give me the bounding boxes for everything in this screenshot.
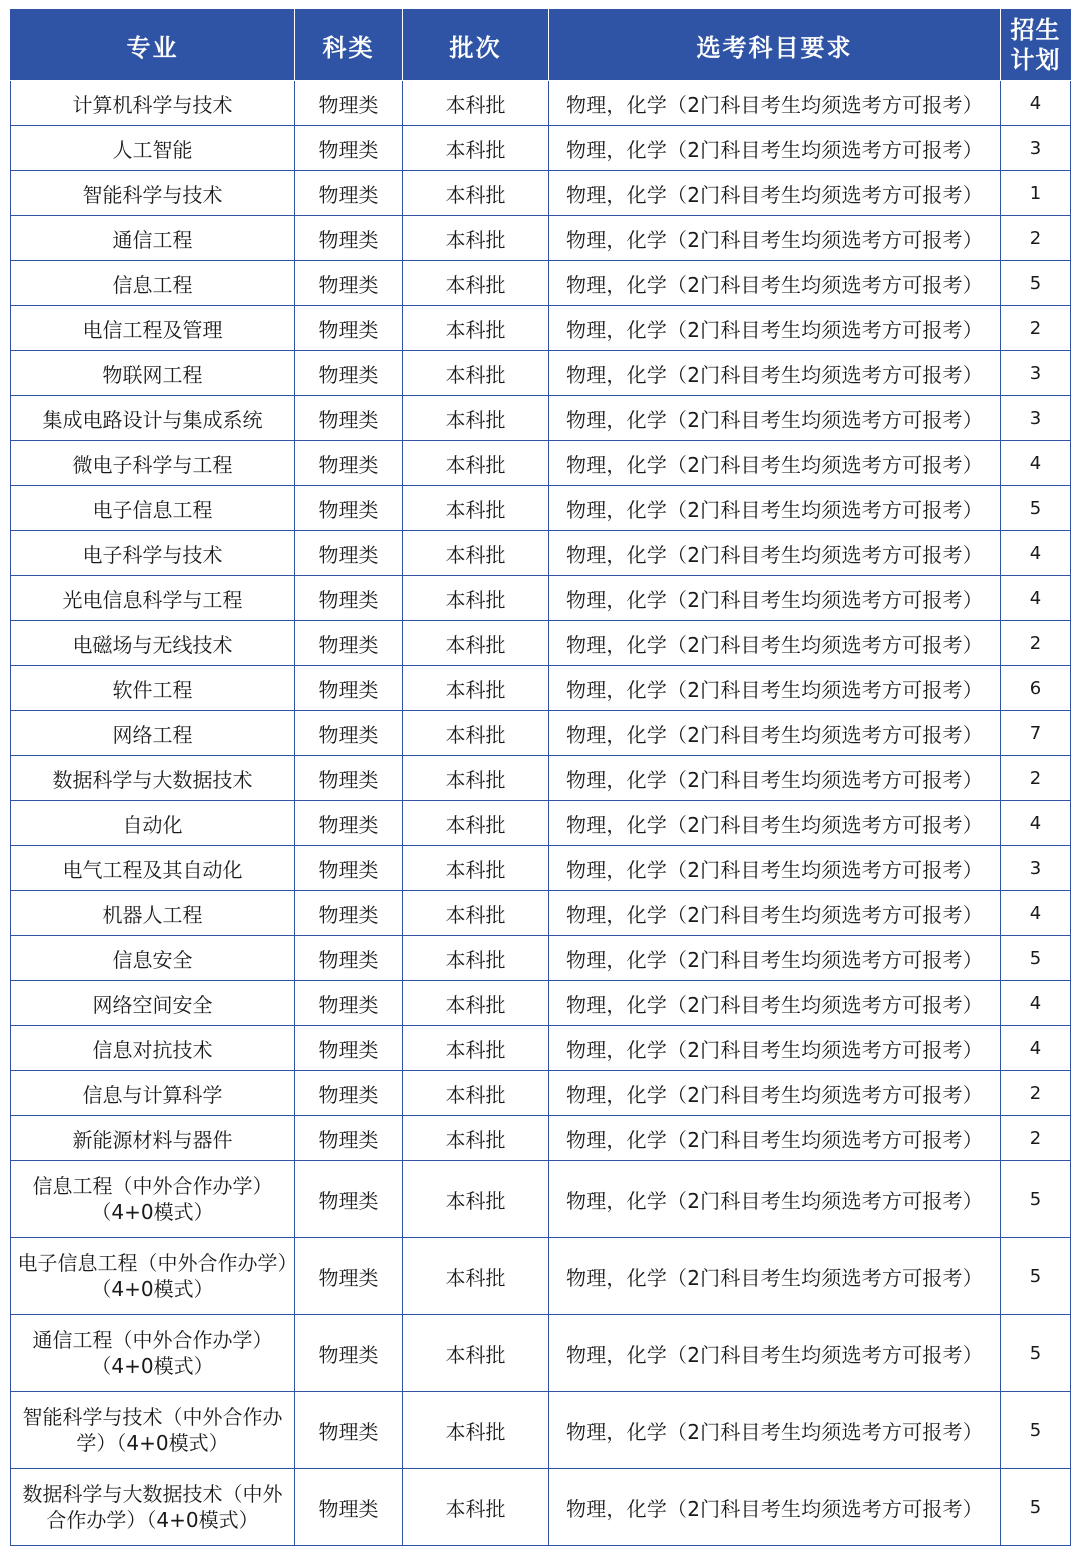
batch-cell: 本科批 (403, 216, 549, 261)
category-cell: 物理类 (295, 486, 403, 531)
header-plan (1001, 10, 1071, 81)
plan-cell: 2 (1001, 216, 1071, 261)
requirement-cell: 物理，化学（2门科目考生均须选考方可报考） (549, 666, 1001, 711)
plan-cell: 5 (1001, 486, 1071, 531)
requirement-cell: 物理，化学（2门科目考生均须选考方可报考） (549, 936, 1001, 981)
header-requirement: 选考科目要求 (549, 10, 1001, 81)
table-row (11, 216, 1071, 261)
category-cell: 物理类 (295, 441, 403, 486)
table-row (11, 711, 1071, 756)
category-cell: 物理类 (295, 306, 403, 351)
table-row (11, 756, 1071, 801)
table-row (11, 171, 1071, 216)
plan-cell: 4 (1001, 1026, 1071, 1071)
batch-cell: 本科批 (403, 936, 549, 981)
plan-cell: 4 (1001, 981, 1071, 1026)
category-cell: 物理类 (295, 396, 403, 441)
table-row (11, 1238, 1071, 1315)
category-cell: 物理类 (295, 621, 403, 666)
batch-cell: 本科批 (403, 621, 549, 666)
major-cell: 信息工程（中外合作办学）（4+0模式） (11, 1161, 295, 1238)
major-cell: 电子信息工程 (11, 486, 295, 531)
batch-cell: 本科批 (403, 666, 549, 711)
major-cell: 物联网工程 (11, 351, 295, 396)
category-cell: 物理类 (295, 216, 403, 261)
table-row (11, 1315, 1071, 1392)
batch-cell: 本科批 (403, 261, 549, 306)
major-cell: 数据科学与大数据技术（中外合作办学）（4+0模式） (11, 1469, 295, 1546)
category-cell: 物理类 (295, 1238, 403, 1315)
category-cell: 物理类 (295, 1071, 403, 1116)
header-batch: 批次 (403, 10, 549, 81)
batch-cell: 本科批 (403, 531, 549, 576)
major-cell: 电子科学与技术 (11, 531, 295, 576)
batch-cell: 本科批 (403, 576, 549, 621)
batch-cell: 本科批 (403, 711, 549, 756)
table-row (11, 1392, 1071, 1469)
category-cell: 物理类 (295, 171, 403, 216)
table-row (11, 1116, 1071, 1161)
requirement-cell: 物理，化学（2门科目考生均须选考方可报考） (549, 1238, 1001, 1315)
major-cell: 电子信息工程（中外合作办学）（4+0模式） (11, 1238, 295, 1315)
batch-cell: 本科批 (403, 1392, 549, 1469)
requirement-cell: 物理，化学（2门科目考生均须选考方可报考） (549, 756, 1001, 801)
batch-cell: 本科批 (403, 756, 549, 801)
category-cell: 物理类 (295, 756, 403, 801)
major-cell: 软件工程 (11, 666, 295, 711)
requirement-cell: 物理，化学（2门科目考生均须选考方可报考） (549, 1392, 1001, 1469)
requirement-cell: 物理，化学（2门科目考生均须选考方可报考） (549, 711, 1001, 756)
category-cell: 物理类 (295, 846, 403, 891)
batch-cell: 本科批 (403, 171, 549, 216)
batch-cell: 本科批 (403, 81, 549, 126)
table-row (11, 846, 1071, 891)
category-cell: 物理类 (295, 1392, 403, 1469)
major-cell: 电磁场与无线技术 (11, 621, 295, 666)
table-row (11, 1071, 1071, 1116)
batch-cell: 本科批 (403, 1026, 549, 1071)
table-row (11, 936, 1071, 981)
table-header-row (11, 10, 1071, 81)
requirement-cell: 物理，化学（2门科目考生均须选考方可报考） (549, 801, 1001, 846)
requirement-cell: 物理，化学（2门科目考生均须选考方可报考） (549, 396, 1001, 441)
category-cell: 物理类 (295, 126, 403, 171)
category-cell: 物理类 (295, 1116, 403, 1161)
plan-cell: 2 (1001, 306, 1071, 351)
requirement-cell: 物理，化学（2门科目考生均须选考方可报考） (549, 576, 1001, 621)
plan-cell: 5 (1001, 1392, 1071, 1469)
table-row (11, 306, 1071, 351)
category-cell: 物理类 (295, 801, 403, 846)
batch-cell: 本科批 (403, 306, 549, 351)
plan-cell: 2 (1001, 1116, 1071, 1161)
batch-cell: 本科批 (403, 846, 549, 891)
plan-cell: 3 (1001, 351, 1071, 396)
admission-plan-table (10, 9, 1071, 1546)
table-row (11, 801, 1071, 846)
major-cell: 通信工程（中外合作办学）（4+0模式） (11, 1315, 295, 1392)
category-cell: 物理类 (295, 891, 403, 936)
table-row (11, 396, 1071, 441)
category-cell: 物理类 (295, 981, 403, 1026)
major-cell: 集成电路设计与集成系统 (11, 396, 295, 441)
requirement-cell: 物理，化学（2门科目考生均须选考方可报考） (549, 351, 1001, 396)
major-cell: 信息对抗技术 (11, 1026, 295, 1071)
major-cell: 数据科学与大数据技术 (11, 756, 295, 801)
batch-cell: 本科批 (403, 801, 549, 846)
requirement-cell: 物理，化学（2门科目考生均须选考方可报考） (549, 81, 1001, 126)
plan-cell: 4 (1001, 576, 1071, 621)
batch-cell: 本科批 (403, 441, 549, 486)
batch-cell: 本科批 (403, 486, 549, 531)
requirement-cell: 物理，化学（2门科目考生均须选考方可报考） (549, 531, 1001, 576)
category-cell: 物理类 (295, 351, 403, 396)
major-cell: 网络工程 (11, 711, 295, 756)
batch-cell: 本科批 (403, 981, 549, 1026)
batch-cell: 本科批 (403, 1469, 549, 1546)
category-cell: 物理类 (295, 1315, 403, 1392)
major-cell: 微电子科学与工程 (11, 441, 295, 486)
requirement-cell: 物理，化学（2门科目考生均须选考方可报考） (549, 1116, 1001, 1161)
requirement-cell: 物理，化学（2门科目考生均须选考方可报考） (549, 171, 1001, 216)
plan-cell: 6 (1001, 666, 1071, 711)
requirement-cell: 物理，化学（2门科目考生均须选考方可报考） (549, 1161, 1001, 1238)
header-plan-line1: 招生 (1010, 16, 1061, 44)
category-cell: 物理类 (295, 531, 403, 576)
table-row (11, 441, 1071, 486)
batch-cell: 本科批 (403, 1071, 549, 1116)
batch-cell: 本科批 (403, 351, 549, 396)
requirement-cell: 物理，化学（2门科目考生均须选考方可报考） (549, 981, 1001, 1026)
major-cell: 自动化 (11, 801, 295, 846)
plan-cell: 5 (1001, 261, 1071, 306)
category-cell: 物理类 (295, 261, 403, 306)
category-cell: 物理类 (295, 711, 403, 756)
table-row (11, 1161, 1071, 1238)
plan-cell: 5 (1001, 1469, 1071, 1546)
category-cell: 物理类 (295, 1161, 403, 1238)
plan-cell: 4 (1001, 441, 1071, 486)
batch-cell: 本科批 (403, 1116, 549, 1161)
requirement-cell: 物理，化学（2门科目考生均须选考方可报考） (549, 1469, 1001, 1546)
major-cell: 信息安全 (11, 936, 295, 981)
major-cell: 通信工程 (11, 216, 295, 261)
table-row (11, 1469, 1071, 1546)
major-cell: 智能科学与技术 (11, 171, 295, 216)
table-row (11, 621, 1071, 666)
major-cell: 信息工程 (11, 261, 295, 306)
major-cell: 人工智能 (11, 126, 295, 171)
plan-cell: 4 (1001, 801, 1071, 846)
table-row (11, 981, 1071, 1026)
batch-cell: 本科批 (403, 396, 549, 441)
plan-cell: 7 (1001, 711, 1071, 756)
requirement-cell: 物理，化学（2门科目考生均须选考方可报考） (549, 441, 1001, 486)
category-cell: 物理类 (295, 936, 403, 981)
major-cell: 智能科学与技术（中外合作办学）（4+0模式） (11, 1392, 295, 1469)
requirement-cell: 物理，化学（2门科目考生均须选考方可报考） (549, 261, 1001, 306)
requirement-cell: 物理，化学（2门科目考生均须选考方可报考） (549, 486, 1001, 531)
header-major: 专业 (11, 10, 295, 81)
batch-cell: 本科批 (403, 1161, 549, 1238)
batch-cell: 本科批 (403, 1238, 549, 1315)
plan-cell: 2 (1001, 621, 1071, 666)
requirement-cell: 物理，化学（2门科目考生均须选考方可报考） (549, 1315, 1001, 1392)
plan-cell: 3 (1001, 396, 1071, 441)
plan-cell: 4 (1001, 81, 1071, 126)
major-cell: 网络空间安全 (11, 981, 295, 1026)
batch-cell: 本科批 (403, 1315, 549, 1392)
header-category: 科类 (295, 10, 403, 81)
table-row (11, 1026, 1071, 1071)
requirement-cell: 物理，化学（2门科目考生均须选考方可报考） (549, 891, 1001, 936)
table-row (11, 891, 1071, 936)
plan-cell: 5 (1001, 1315, 1071, 1392)
table-row (11, 486, 1071, 531)
table-body (11, 81, 1071, 1546)
table-row (11, 351, 1071, 396)
table-row (11, 261, 1071, 306)
plan-cell: 2 (1001, 756, 1071, 801)
plan-cell: 4 (1001, 531, 1071, 576)
plan-cell: 4 (1001, 891, 1071, 936)
major-cell: 电信工程及管理 (11, 306, 295, 351)
table-row (11, 126, 1071, 171)
requirement-cell: 物理，化学（2门科目考生均须选考方可报考） (549, 846, 1001, 891)
category-cell: 物理类 (295, 666, 403, 711)
major-cell: 信息与计算科学 (11, 1071, 295, 1116)
table-row (11, 666, 1071, 711)
plan-cell: 5 (1001, 1161, 1071, 1238)
major-cell: 电气工程及其自动化 (11, 846, 295, 891)
major-cell: 新能源材料与器件 (11, 1116, 295, 1161)
plan-cell: 1 (1001, 171, 1071, 216)
plan-cell: 5 (1001, 936, 1071, 981)
plan-cell: 2 (1001, 1071, 1071, 1116)
table-row (11, 531, 1071, 576)
batch-cell: 本科批 (403, 891, 549, 936)
category-cell: 物理类 (295, 81, 403, 126)
category-cell: 物理类 (295, 576, 403, 621)
requirement-cell: 物理，化学（2门科目考生均须选考方可报考） (549, 306, 1001, 351)
table-row (11, 81, 1071, 126)
table-row (11, 576, 1071, 621)
requirement-cell: 物理，化学（2门科目考生均须选考方可报考） (549, 1026, 1001, 1071)
batch-cell: 本科批 (403, 126, 549, 171)
requirement-cell: 物理，化学（2门科目考生均须选考方可报考） (549, 1071, 1001, 1116)
plan-cell: 3 (1001, 846, 1071, 891)
major-cell: 机器人工程 (11, 891, 295, 936)
requirement-cell: 物理，化学（2门科目考生均须选考方可报考） (549, 621, 1001, 666)
header-plan-line2: 计划 (1010, 46, 1061, 74)
plan-cell: 3 (1001, 126, 1071, 171)
major-cell: 计算机科学与技术 (11, 81, 295, 126)
category-cell: 物理类 (295, 1026, 403, 1071)
major-cell: 光电信息科学与工程 (11, 576, 295, 621)
requirement-cell: 物理，化学（2门科目考生均须选考方可报考） (549, 126, 1001, 171)
plan-cell: 5 (1001, 1238, 1071, 1315)
category-cell: 物理类 (295, 1469, 403, 1546)
requirement-cell: 物理，化学（2门科目考生均须选考方可报考） (549, 216, 1001, 261)
